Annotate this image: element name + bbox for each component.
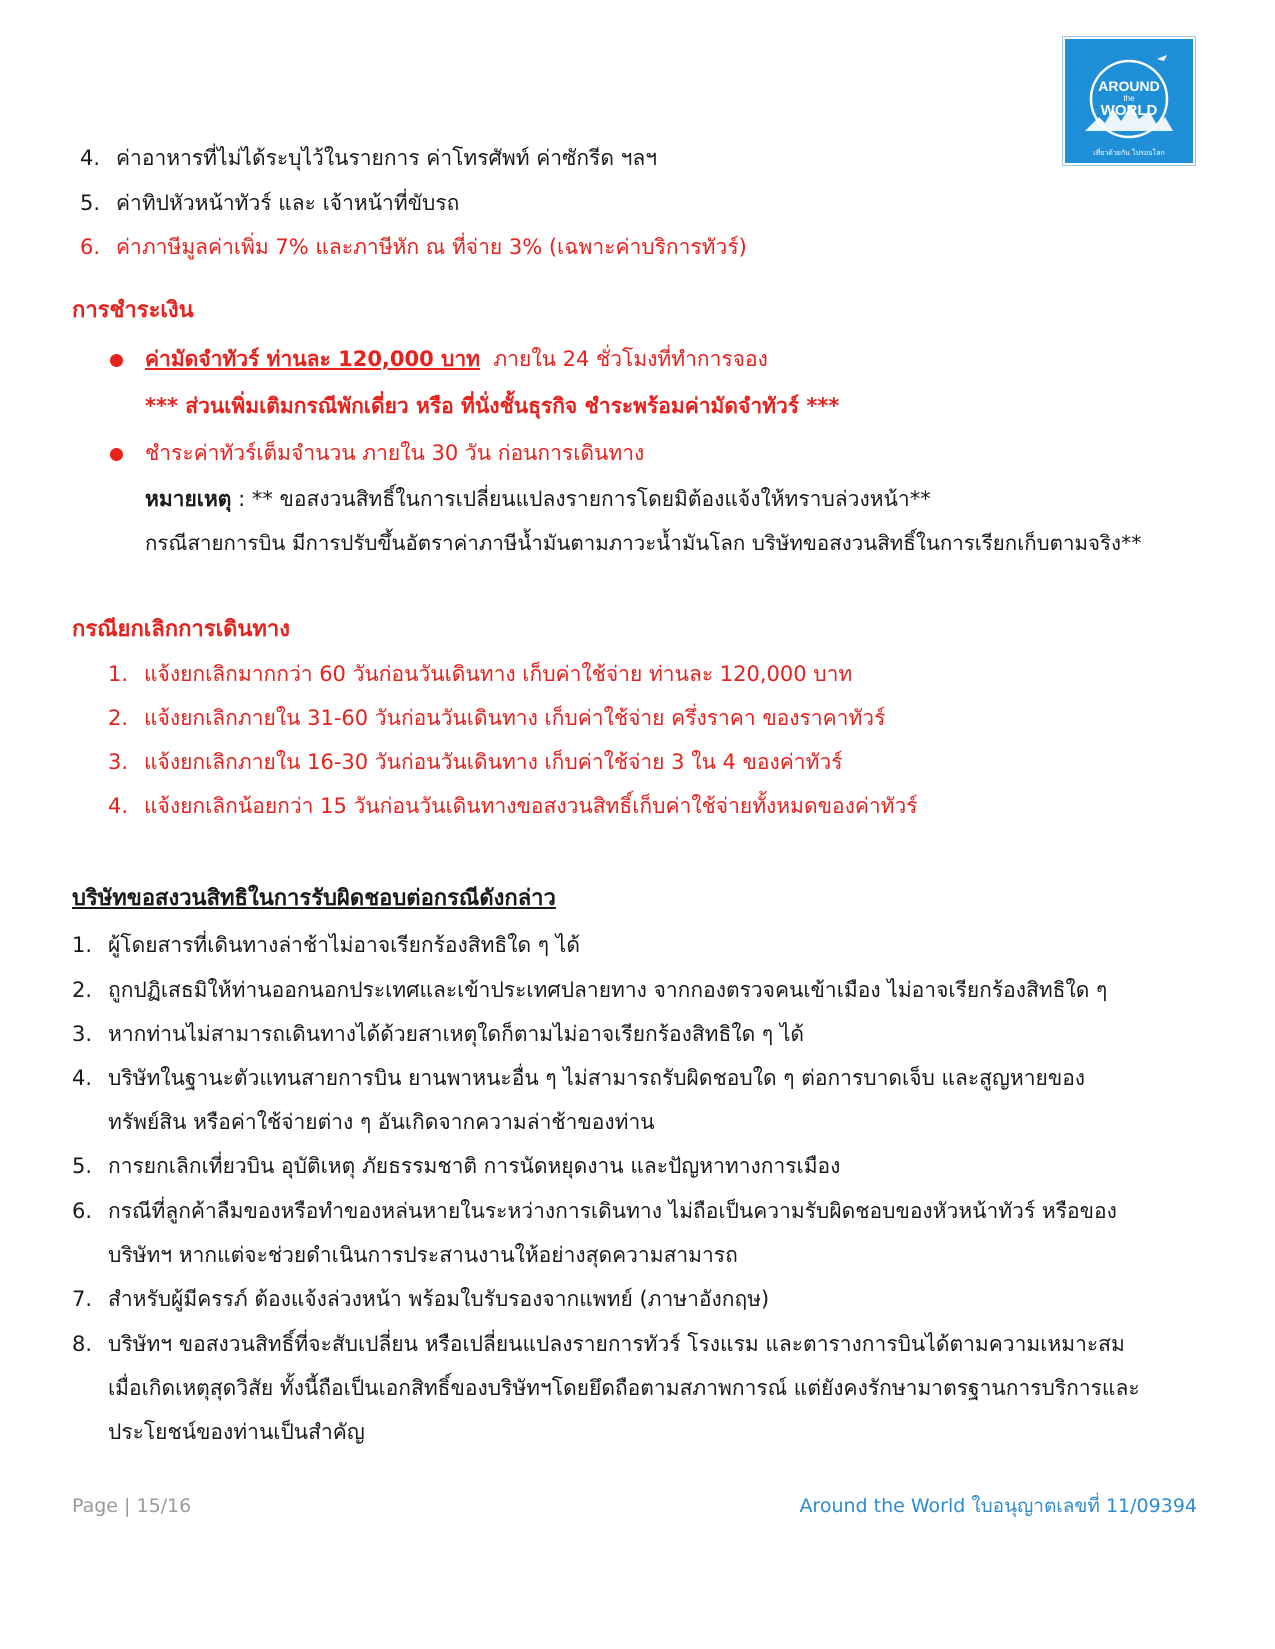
- item-number: 5.: [80, 191, 101, 215]
- liability-item-cont: ประโยชน์ของท่านเป็นสำคัญ: [108, 1420, 365, 1444]
- remark-line2: กรณีสายการบิน มีการปรับขึ้นอัตราค่าภาษีน้ำมันตามภาวะน้ำมันโลก บริษัทขอสงวนสิทธิ์ในการเรียกเก็บตามจริง**: [145, 531, 1142, 555]
- item-text: ถูกปฏิเสธมิให้ท่านออกนอกประเทศและเข้าประเทศปลายทาง จากกองตรวจคนเข้าเมือง ไม่อาจเรียกร้องสิทธิใด ๆ: [108, 978, 1108, 1002]
- bullet-icon: [110, 448, 123, 461]
- remark-line: [145, 486, 931, 513]
- item-text: บริษัทในฐานะตัวแทนสายการบิน ยานพาหนะอื่น ๆ ไม่สามารถรับผิดชอบใด ๆ ต่อการบาดเจ็บ และสูญหายของ: [108, 1066, 1086, 1090]
- liability-item: [72, 1065, 1085, 1092]
- item-number: 4.: [108, 794, 129, 818]
- footer-license: Around the World ใบอนุญาตเลขที่ 11/09394: [799, 1495, 1197, 1517]
- cancellation-heading: กรณียกเลิกการเดินทาง: [72, 617, 291, 642]
- deposit-line: [145, 346, 768, 373]
- logo-line1: AROUND: [1098, 78, 1160, 94]
- liability-item: [72, 1021, 804, 1048]
- liability-item: [72, 977, 1107, 1004]
- item-number: 2.: [72, 978, 93, 1002]
- liability-item: [72, 932, 580, 959]
- item-number: 4.: [80, 146, 101, 170]
- liability-item: [72, 1286, 769, 1313]
- excluded-item: [80, 145, 657, 172]
- item-text: แจ้งยกเลิกน้อยกว่า 15 วันก่อนวันเดินทางขอสงวนสิทธิ์เก็บค่าใช้จ่ายทั้งหมดของค่าทัวร์: [144, 794, 918, 818]
- liability-item: [72, 1198, 1117, 1225]
- item-text: แจ้งยกเลิกภายใน 31-60 วันก่อนวันเดินทาง เก็บค่าใช้จ่าย ครึ่งราคา ของราคาทัวร์: [144, 706, 886, 730]
- deposit-note: ภายใน 24 ชั่วโมงที่ทำการจอง: [493, 347, 768, 371]
- item-number: 5.: [72, 1154, 93, 1178]
- item-number: 1.: [72, 933, 93, 957]
- cancellation-item: [108, 705, 885, 732]
- item-text: หากท่านไม่สามารถเดินทางได้ด้วยสาเหตุใดก็ตามไม่อาจเรียกร้องสิทธิใด ๆ ได้: [108, 1022, 805, 1046]
- item-text: ค่าทิปหัวหน้าทัวร์ และ เจ้าหน้าที่ขับรถ: [116, 191, 460, 215]
- logo-line3: WORLD: [1100, 102, 1158, 119]
- logo-tagline: เที่ยวด้วยกัน ไปรอบโลก: [1093, 149, 1165, 157]
- liability-item-cont: ทรัพย์สิน หรือค่าใช้จ่ายต่าง ๆ อันเกิดจากความล่าช้าของท่าน: [108, 1110, 655, 1134]
- bullet-icon: [110, 354, 123, 367]
- liability-heading: บริษัทขอสงวนสิทธิในการรับผิดชอบต่อกรณีดังกล่าว: [72, 886, 556, 911]
- deposit-label: ค่ามัดจำทัวร์ ท่านละ 120,000 บาท: [145, 347, 481, 371]
- liability-item-cont: บริษัทฯ หากแต่จะช่วยดำเนินการประสานงานให้อย่างสุดความสามารถ: [108, 1243, 738, 1267]
- item-text: แจ้งยกเลิกภายใน 16-30 วันก่อนวันเดินทาง เก็บค่าใช้จ่าย 3 ใน 4 ของค่าทัวร์: [144, 750, 843, 774]
- item-text: กรณีที่ลูกค้าลืมของหรือทำของหล่นหายในระหว่างการเดินทาง ไม่ถือเป็นความรับผิดชอบของหัวหน้าทัวร์ หรือของ: [108, 1199, 1117, 1223]
- remark-label: หมายเหตุ: [145, 487, 232, 511]
- item-number: 7.: [72, 1287, 93, 1311]
- item-number: 3.: [72, 1022, 93, 1046]
- full-payment: ชำระค่าทัวร์เต็มจำนวน ภายใน 30 วัน ก่อนการเดินทาง: [145, 441, 645, 465]
- excluded-item-vat: [80, 234, 747, 261]
- deposit-extra: *** ส่วนเพิ่มเติมกรณีพักเดี่ยว หรือ ที่นั่งชั้นธุรกิจ ชำระพร้อมค่ามัดจำทัวร์ ***: [145, 394, 840, 418]
- logo-line2: the: [1123, 94, 1135, 103]
- cancellation-item: [108, 661, 852, 688]
- cancellation-item: [108, 793, 918, 820]
- payment-heading: การชำระเงิน: [72, 298, 194, 323]
- item-text: ค่าอาหารที่ไม่ได้ระบุไว้ในรายการ ค่าโทรศัพท์ ค่าซักรีด ฯลฯ: [116, 146, 658, 170]
- item-text: บริษัทฯ ขอสงวนสิทธิ์ที่จะสับเปลี่ยน หรือเปลี่ยนแปลงรายการทัวร์ โรงแรม และตารางการบินได้ตามความเหมาะสม: [108, 1332, 1125, 1356]
- item-number: 6.: [80, 235, 101, 259]
- excluded-item: [80, 190, 459, 217]
- remark-text: : ** ขอสงวนสิทธิ์ในการเปลี่ยนแปลงรายการโดยมิต้องแจ้งให้ทราบล่วงหน้า**: [231, 487, 931, 511]
- liability-item-cont: เมื่อเกิดเหตุสุดวิสัย ทั้งนี้ถือเป็นเอกสิทธิ์ของบริษัทฯโดยยึดถือตามสภาพการณ์ แต่ยังคงรักษามาตรฐานการบริการและ: [108, 1376, 1140, 1400]
- item-number: 8.: [72, 1332, 93, 1356]
- item-number: 3.: [108, 750, 129, 774]
- item-number: 2.: [108, 706, 129, 730]
- item-text: แจ้งยกเลิกมากกว่า 60 วันก่อนวันเดินทาง เก็บค่าใช้จ่าย ท่านละ 120,000 บาท: [144, 662, 853, 686]
- item-number: 1.: [108, 662, 129, 686]
- item-number: 4.: [72, 1066, 93, 1090]
- company-logo: [1063, 37, 1195, 165]
- item-text: ค่าภาษีมูลค่าเพิ่ม 7% และภาษีหัก ณ ที่จ่าย 3% (เฉพาะค่าบริการทัวร์): [116, 235, 747, 259]
- cancellation-item: [108, 749, 843, 776]
- page-number: Page | 15/16: [72, 1495, 192, 1517]
- item-text: สำหรับผู้มีครรภ์ ต้องแจ้งล่วงหน้า พร้อมใบรับรองจากแพทย์ (ภาษาอังกฤษ): [108, 1287, 770, 1311]
- item-text: ผู้โดยสารที่เดินทางล่าช้าไม่อาจเรียกร้องสิทธิใด ๆ ได้: [108, 933, 580, 957]
- liability-item: [72, 1153, 840, 1180]
- item-text: การยกเลิกเที่ยวบิน อุบัติเหตุ ภัยธรรมชาติ การนัดหยุดงาน และปัญหาทางการเมือง: [108, 1154, 841, 1178]
- liability-item: [72, 1331, 1125, 1358]
- item-number: 6.: [72, 1199, 93, 1223]
